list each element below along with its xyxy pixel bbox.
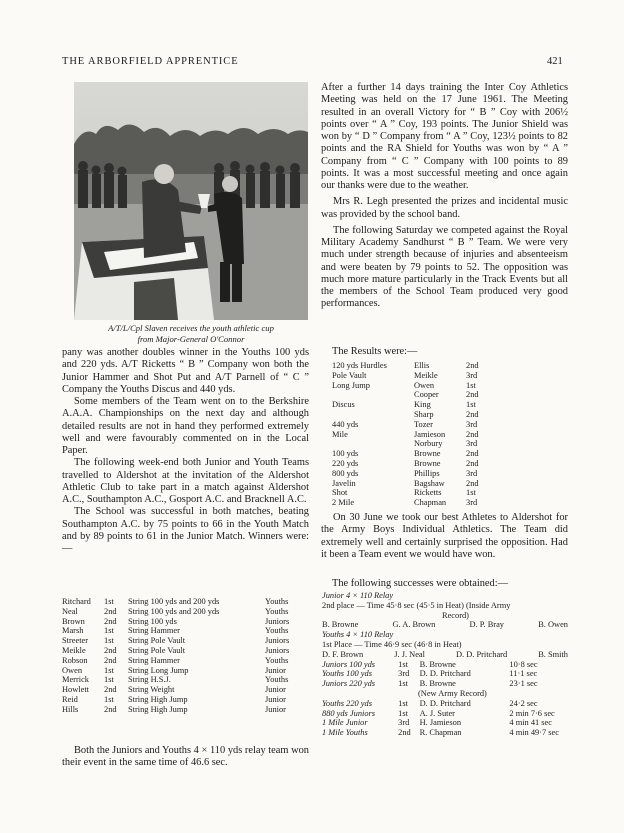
result-name: Norbury: [414, 439, 443, 449]
winner-team: Youths: [265, 606, 289, 616]
result-place: 1st: [466, 380, 476, 390]
winner-place: 1st: [104, 675, 114, 685]
result-event: Pole Vault: [332, 370, 367, 380]
success-name: D. D. Pritchard: [419, 698, 471, 708]
success-time: 10·8 sec: [509, 659, 538, 669]
winner-team: Youths: [265, 626, 289, 636]
success-row: [322, 679, 568, 689]
success-row: [322, 699, 568, 709]
result-name: Browne: [414, 458, 441, 468]
result-row: [332, 371, 506, 381]
result-event: Mile: [332, 429, 348, 439]
result-place: 1st: [466, 400, 476, 410]
result-row: [332, 420, 506, 430]
result-event: Long Jump: [332, 380, 370, 390]
result-place: 1st: [466, 488, 476, 498]
winner-name: Marsh: [62, 626, 84, 636]
winner-place: 2nd: [104, 606, 117, 616]
paragraph: The following Saturday we competed against the Royal Military Academy Sandhurst “ B ” Team. We were very much under strength because of injuries and absenteeism and were beaten by 79 points to 52. The opposition was much more mature particularly in the Track Events but all the members of the School Team produced very good performances.: [321, 224, 568, 310]
result-name: Sharp: [414, 409, 434, 419]
winner-name: Robson: [62, 655, 88, 665]
success-time: 4 min 49·7 sec: [509, 728, 559, 738]
winner-name: Merrick: [62, 675, 89, 685]
result-event: [332, 410, 414, 420]
success-category: Youths 220 yds: [322, 698, 372, 708]
success-name: D. D. Pritchard: [419, 669, 471, 679]
photo-image: [74, 82, 308, 320]
left-column-text: [62, 347, 309, 555]
successes-list: [322, 591, 568, 738]
result-row: [332, 479, 506, 489]
winner-team: Junior: [265, 685, 286, 695]
success-name: R. Chapman: [419, 728, 462, 738]
result-row: [332, 381, 506, 391]
result-event: Javelin: [332, 478, 356, 488]
winner-team: Youths: [265, 655, 289, 665]
success-category: 1 Mile Youths: [322, 728, 368, 738]
winner-team: Youths: [265, 597, 289, 606]
result-row: [332, 459, 506, 469]
junior-relay-title: [322, 591, 568, 601]
result-row: [332, 430, 506, 440]
paragraph: pany was another doubles winner in the Youths 100 yds and 220 yds. A/T Ricketts “ B ” Company won both the Junior Hammer and Shot Put and A/T Parnell of “ C ” Company the Youths Discus and 440 yds.: [62, 347, 309, 395]
result-event: 100 yds: [332, 449, 359, 459]
right-column-text: [321, 82, 568, 311]
winner-place: 1st: [104, 665, 114, 675]
paragraph: The School was successful in both matches, beating Southampton A.C. by 75 points to 66 in the Youth Match and by 89 points to 61 in the Junior Match. Winners were:—: [62, 506, 309, 554]
result-place: 3rd: [466, 468, 478, 478]
result-name: Phillips: [414, 468, 440, 478]
success-name: H. Jamieson: [419, 718, 462, 728]
winner-name: Howlett: [62, 685, 89, 695]
winner-place: 1st: [104, 597, 114, 606]
results-label: The Results were:—: [332, 346, 418, 357]
success-time: 11·1 sec: [509, 669, 538, 679]
team-member: B. Owen: [538, 620, 568, 630]
result-name: Tozer: [414, 419, 433, 429]
result-name: Browne: [414, 449, 441, 459]
caption-line: from Major-General O'Connor: [137, 333, 245, 344]
result-name: King: [414, 400, 431, 410]
winner-event: String Weight: [128, 685, 175, 695]
winner-row: [62, 617, 305, 627]
june-paragraph: [321, 512, 568, 561]
result-event: Shot: [332, 488, 348, 498]
winner-team: Junior: [265, 704, 286, 714]
winner-event: String Hammer: [128, 626, 180, 636]
success-place: 1st: [398, 698, 408, 708]
winner-team: Juniors: [265, 636, 290, 646]
success-category: Juniors 100 yds: [322, 659, 376, 669]
success-name: B. Browne: [419, 659, 456, 669]
result-name: Owen: [414, 380, 435, 390]
caption-line: A/T/L/Cpl Slaven receives the youth athletic cup: [108, 323, 274, 333]
success-name: A. J. Suter: [419, 708, 455, 718]
winner-place: 1st: [104, 694, 114, 704]
result-name: Cooper: [414, 390, 439, 400]
winner-row: [62, 636, 305, 646]
paragraph: Mrs R. Legh presented the prizes and incidental music was provided by the school band.: [321, 196, 568, 220]
page-number: 421: [547, 56, 563, 67]
photo-caption: [74, 323, 308, 344]
result-event: Discus: [332, 400, 355, 410]
result-place: 3rd: [466, 498, 478, 508]
paragraph: The following week-end both Junior and Youth Teams travelled to Aldershot at the invitation of the Aldershot Athletic Club to take part in a match against Aldershot A.C., Southampton A.C., Gosport A.C. and Bracknell A.C.: [62, 457, 309, 505]
result-place: 3rd: [466, 419, 478, 429]
result-event: 220 yds: [332, 458, 359, 468]
success-category: 880 yds Juniors: [322, 708, 376, 718]
success-place: 1st: [398, 679, 408, 689]
winner-event: String 100 yds and 200 yds: [128, 606, 220, 616]
team-member: D. P. Bray: [469, 620, 504, 630]
result-row: [332, 400, 506, 410]
team-member: G. A. Brown: [392, 620, 436, 630]
paragraph: Both the Juniors and Youths 4 × 110 yds relay team won their event in the same time of 46.6 sec.: [62, 745, 309, 769]
successes-label: The following successes were obtained:—: [332, 578, 509, 589]
individual-results: [322, 699, 568, 738]
success-time: 2 min 7·6 sec: [509, 708, 555, 718]
result-name: Ellis: [414, 361, 430, 370]
result-row: [332, 439, 506, 449]
winner-name: Hills: [62, 704, 79, 714]
result-row: [332, 449, 506, 459]
running-header: THE ARBORFIELD APPRENTICE: [62, 56, 239, 67]
team-member: B. Browne: [322, 620, 359, 630]
winner-place: 2nd: [104, 685, 117, 695]
result-name: Bagshaw: [414, 478, 445, 488]
success-time: 24·2 sec: [509, 698, 538, 708]
paragraph: Some members of the Team went on to the Berkshire A.A.A. Championships on the next day and although detailed results are not in hand they performed extremely well and were favourably commented on in the Local Paper.: [62, 396, 309, 456]
result-row: [332, 361, 506, 371]
result-place: 2nd: [466, 409, 479, 419]
result-place: 3rd: [466, 370, 478, 380]
result-name: Ricketts: [414, 488, 442, 498]
winner-place: 1st: [104, 636, 114, 646]
success-place: 1st: [398, 659, 408, 669]
result-place: 3rd: [466, 439, 478, 449]
team-member: B. Smith: [538, 649, 568, 659]
winner-place: 2nd: [104, 655, 117, 665]
winner-name: Neal: [62, 606, 78, 616]
winner-row: [62, 695, 305, 705]
result-place: 2nd: [466, 478, 479, 488]
winner-row: [62, 597, 305, 607]
winner-row: [62, 675, 305, 685]
result-name: Chapman: [414, 498, 447, 508]
youth-relay-title: [322, 630, 568, 640]
new-record-note: (New Army Record): [418, 688, 487, 698]
winner-row: [62, 685, 305, 695]
winner-team: Juniors: [265, 645, 290, 655]
junior-relay-team: [322, 620, 568, 630]
winner-place: 2nd: [104, 645, 117, 655]
winner-team: Youths: [265, 675, 289, 685]
result-row: [332, 469, 506, 479]
result-name: Meikle: [414, 370, 438, 380]
youth-relay-place: 1st Place — Time 46·9 sec (46·8 in Heat): [322, 639, 462, 649]
result-place: 2nd: [466, 361, 479, 370]
result-row: [332, 488, 506, 498]
success-place: 3rd: [398, 718, 410, 728]
success-name: B. Browne: [419, 679, 456, 689]
winner-place: 1st: [104, 626, 114, 636]
result-event: 440 yds: [332, 419, 359, 429]
winner-event: String 100 yds and 200 yds: [128, 597, 220, 606]
result-place: 2nd: [466, 458, 479, 468]
relay-title: Youths 4 × 110 Relay: [322, 630, 394, 640]
relay-title: Junior 4 × 110 Relay: [322, 591, 394, 600]
result-event: 2 Mile: [332, 498, 355, 508]
individual-results: [322, 660, 568, 689]
junior-relay-place: 2nd place — Time 45·8 sec (45·5 in Heat) (Inside Army: [322, 600, 511, 610]
winner-event: String Hammer: [128, 655, 180, 665]
team-member: J. J. Neal: [394, 649, 425, 659]
result-place: 2nd: [466, 429, 479, 439]
winner-row: [62, 626, 305, 636]
winner-place: 2nd: [104, 616, 117, 626]
winner-place: 2nd: [104, 704, 117, 714]
result-place: 2nd: [466, 449, 479, 459]
success-category: 1 Mile Junior: [322, 718, 368, 728]
result-row: [332, 410, 506, 420]
winners-table: [62, 597, 305, 715]
presentation-photo: [74, 82, 308, 320]
winner-event: String 100 yds: [128, 616, 177, 626]
winner-event: String Long Jump: [128, 665, 189, 675]
success-category: Juniors 220 yds: [322, 679, 376, 689]
paragraph: After a further 14 days training the Inter Coy Athletics Meeting was held on the 17 June 1961. The Meeting resulted in an overall Victory for “ B ” Coy with 206½ points over “ A ” Coy, 193 points. The Junior Shield was won by “ D ” Company from “ A ” Coy, 123½ points to 82 points and the RA Shield for Youths was won by “ A ” Company from “ C ” Company with 100 points to 89 points. It was a most successful meeting and once again our thanks were due to the weather.: [321, 82, 568, 191]
success-row: [322, 669, 568, 679]
result-name: Jamieson: [414, 429, 446, 439]
team-member: D. D. Pritchard: [455, 649, 508, 659]
winner-name: Meikle: [62, 645, 86, 655]
result-row: [332, 498, 506, 508]
winner-name: Streeter: [62, 636, 89, 646]
success-place: 2nd: [398, 728, 411, 738]
success-time: 4 min 41 sec: [509, 718, 552, 728]
winner-row: [62, 705, 305, 715]
result-place: 2nd: [466, 390, 479, 400]
winner-event: String High Jump: [128, 704, 188, 714]
winner-team: Juniors: [265, 616, 290, 626]
winner-row: [62, 646, 305, 656]
winner-team: Junior: [265, 665, 286, 675]
result-event: [332, 390, 414, 400]
success-row: [322, 709, 568, 719]
success-row: [322, 728, 568, 738]
winner-name: Owen: [62, 665, 83, 675]
result-row: [332, 390, 506, 400]
winner-row: [62, 656, 305, 666]
winner-row: [62, 666, 305, 676]
success-place: 1st: [398, 708, 408, 718]
winner-name: Reid: [62, 694, 78, 704]
winner-event: String H.S.J.: [128, 675, 171, 685]
success-row: [322, 660, 568, 670]
winner-row: [62, 607, 305, 617]
winner-team: Junior: [265, 694, 286, 704]
junior-relay-record: Record): [442, 610, 469, 620]
result-event: 120 yds Hurdles: [332, 361, 387, 370]
relay-paragraph: [62, 745, 309, 770]
winner-name: Brown: [62, 616, 85, 626]
success-time: 23·1 sec: [509, 679, 538, 689]
winner-event: String Pole Vault: [128, 636, 186, 646]
success-category: Youths 100 yds: [322, 669, 372, 679]
youth-relay-team: [322, 650, 568, 660]
paragraph: On 30 June we took our best Athletes to Aldershot for the Army Boys Individual Athletics. The Team did extremely well and certainly surprised the opposition. Had it been a Team event we would have won.: [321, 512, 568, 560]
team-member: D. F. Brown: [322, 649, 364, 659]
success-row: [322, 718, 568, 728]
results-table: [332, 361, 506, 508]
result-event: 800 yds: [332, 468, 359, 478]
result-event: [332, 439, 414, 449]
winner-event: String High Jump: [128, 694, 188, 704]
success-place: 3rd: [398, 669, 410, 679]
winner-name: Ritchard: [62, 597, 91, 606]
winner-event: String Pole Vault: [128, 645, 186, 655]
